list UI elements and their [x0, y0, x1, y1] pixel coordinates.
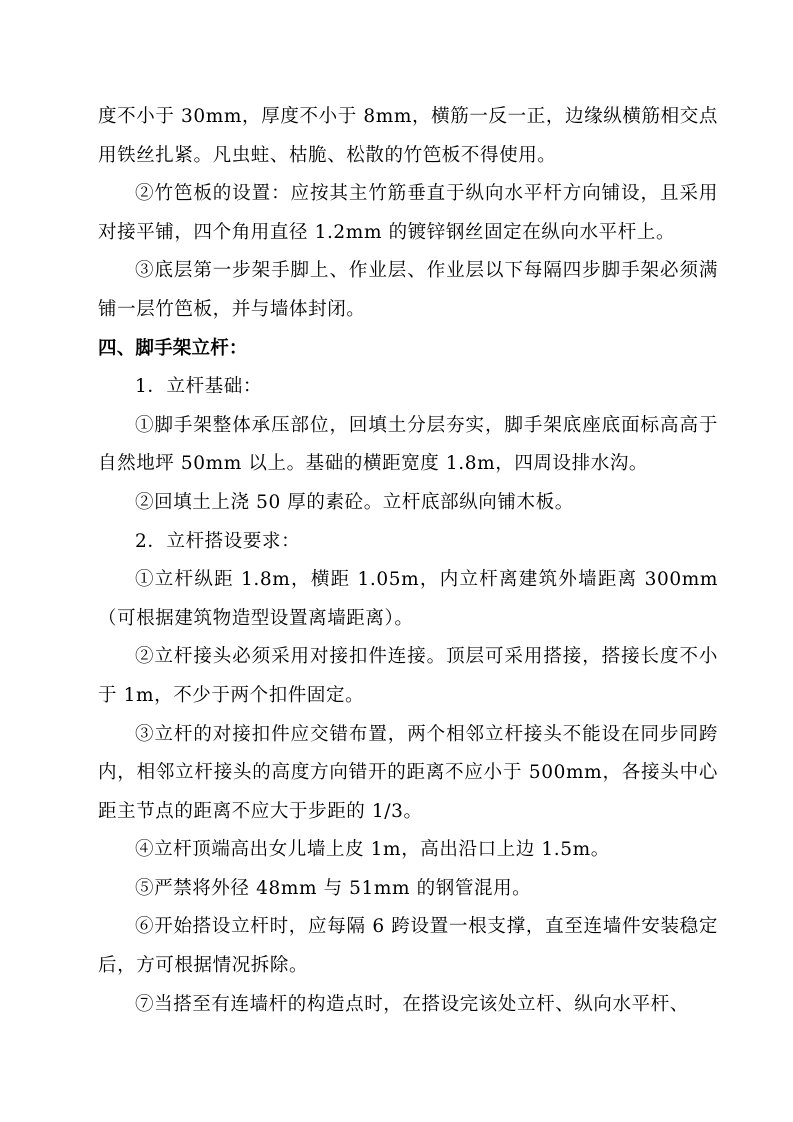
paragraph-erection-4: ④立杆顶端高出女儿墙上皮 1m，高出沿口上边 1.5m。	[135, 839, 610, 861]
subheading-pole-erection: 2．立杆搭设要求：	[135, 530, 301, 552]
paragraph-erection-5: ⑤严禁将外径 48mm 与 51mm 的钢管混用。	[135, 877, 532, 899]
paragraph-bamboo-board-setup: ②竹笆板的设置：应按其主竹筋垂直于纵向水平杆方向铺设，且采用对接平铺，四个角用直径 1.2mm 的镀锌钢丝固定在纵向水平杆上。	[98, 183, 718, 243]
paragraph-erection-7: ⑦当搭至有连墙杆的构造点时，在搭设完该处立杆、纵向水平杆、	[135, 993, 689, 1015]
paragraph-foundation-1: ①脚手架整体承压部位，回填土分层夯实，脚手架底座底面标高高于自然地坪 50mm 以上。基础的横距宽度 1.8m，四周设排水沟。	[98, 414, 718, 475]
section-heading-scaffold-poles: 四、脚手架立杆：	[98, 337, 248, 359]
paragraph-erection-2: ②立杆接头必须采用对接扣件连接。顶层可采用搭接，搭接长度不小于 1m，不少于两个扣件固定。	[98, 646, 718, 706]
document-page	[98, 98, 718, 1024]
paragraph-foundation-2: ②回填土上浇 50 厚的素砼。立杆底部纵向铺木板。	[135, 491, 574, 513]
paragraph-bamboo-board-spec: 度不小于 30mm，厚度不小于 8mm，横筋一反一正，边缘纵横筋相交点用铁丝扎紧。凡虫蛀、枯脆、松散的竹笆板不得使用。	[98, 106, 718, 166]
paragraph-erection-6: ⑥开始搭设立杆时，应每隔 6 跨设置一根支撑，直至连墙件安装稳定后，方可根据情况拆除。	[98, 916, 718, 977]
subheading-pole-foundation: 1．立杆基础：	[135, 376, 262, 398]
paragraph-erection-1: ①立杆纵距 1.8m，横距 1.05m，内立杆离建筑外墙距离 300mm（可根据建筑物造型设置离墙距离）。	[98, 569, 718, 629]
paragraph-bamboo-board-laying: ③底层第一步架手脚上、作业层、作业层以下每隔四步脚手架必须满铺一层竹笆板，并与墙体封闭。	[98, 260, 718, 320]
paragraph-erection-3: ③立杆的对接扣件应交错布置，两个相邻立杆接头不能设在同步同跨内，相邻立杆接头的高度方向错开的距离不应小于 500mm，各接头中心距主节点的距离不应大于步距的 1/3。	[98, 723, 718, 822]
